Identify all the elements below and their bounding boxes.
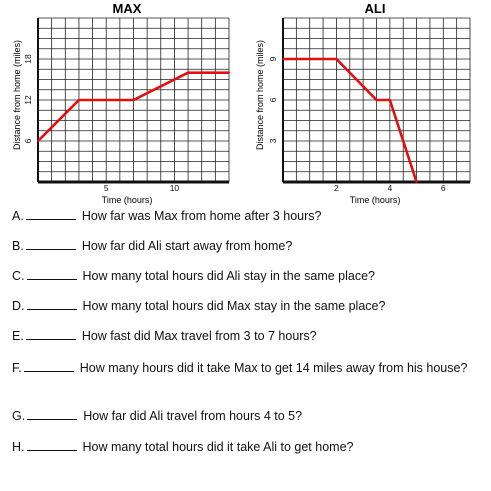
ali-x-tick-label: 4 — [387, 183, 393, 193]
question-letter: C. — [12, 269, 25, 283]
question-text: How far did Ali travel from hours 4 to 5? — [83, 409, 303, 423]
max-data-point — [37, 140, 39, 142]
question-h — [12, 437, 484, 457]
question-letter: B. — [12, 239, 24, 253]
ali-y-tick-label: 6 — [268, 97, 278, 103]
question-text: How many total hours did Ali stay in the same place? — [82, 269, 376, 283]
max-x-tick-label: 10 — [169, 183, 180, 193]
ali-data-point — [389, 99, 391, 101]
question-b — [12, 236, 484, 256]
max-data-point — [133, 99, 135, 101]
charts-area — [0, 0, 491, 210]
question-text: How many total hours did Max stay in the same place? — [82, 299, 386, 313]
question-letter: E. — [12, 329, 24, 343]
question-e — [12, 326, 484, 346]
ali-y-tick-label: 3 — [268, 138, 278, 144]
ali-x-tick-label: 6 — [440, 183, 446, 193]
ali-x-axis-label: Time (hours) — [349, 195, 401, 205]
question-letter: G. — [12, 409, 26, 423]
max-y-tick-label: 12 — [23, 95, 33, 105]
question-text: How many hours did it take Max to get 14 miles away from his house? — [79, 361, 468, 375]
answer-blank[interactable] — [26, 238, 76, 250]
answer-blank[interactable] — [27, 408, 77, 420]
ali-y-axis-label: Distance from home (miles) — [255, 39, 265, 151]
max-data-point — [187, 72, 189, 74]
ali-data-point — [416, 181, 418, 183]
ali-chart — [255, 1, 470, 205]
max-data-point — [228, 72, 230, 74]
ali-data-point — [282, 58, 284, 60]
question-text: How far did Ali start away from home? — [81, 239, 293, 253]
answer-blank[interactable] — [24, 360, 74, 372]
question-letter: D. — [12, 299, 25, 313]
ali-y-tick-label: 9 — [268, 56, 278, 62]
answer-blank[interactable] — [26, 328, 76, 340]
max-y-axis-label: Distance from home (miles) — [12, 39, 22, 151]
max-data-point — [78, 99, 80, 101]
question-letter: H. — [12, 440, 25, 454]
ali-x-tick-label: 2 — [334, 183, 339, 193]
max-y-tick-label: 18 — [23, 54, 33, 64]
question-f — [12, 358, 484, 378]
question-d — [12, 296, 484, 316]
max-y-tick-label: 6 — [23, 138, 33, 144]
max-chart-title: MAX — [112, 1, 142, 16]
question-letter: F. — [12, 361, 22, 375]
ali-data-point — [336, 58, 338, 60]
max-x-axis-label: Time (hours) — [101, 195, 153, 205]
question-c — [12, 266, 484, 286]
question-g — [12, 406, 484, 426]
question-text: How many total hours did it take Ali to get home? — [82, 440, 354, 454]
question-a — [12, 206, 484, 226]
answer-blank[interactable] — [27, 268, 77, 280]
question-text: How fast did Max travel from 3 to 7 hours? — [81, 329, 317, 343]
ali-chart-title: ALI — [364, 1, 386, 16]
max-chart — [12, 1, 230, 205]
ali-data-point — [376, 99, 378, 101]
question-text: How far was Max from home after 3 hours? — [81, 209, 322, 223]
max-x-tick-label: 5 — [103, 183, 109, 193]
question-letter: A. — [12, 209, 24, 223]
answer-blank[interactable] — [27, 439, 77, 451]
answer-blank[interactable] — [26, 208, 76, 220]
answer-blank[interactable] — [27, 298, 77, 310]
